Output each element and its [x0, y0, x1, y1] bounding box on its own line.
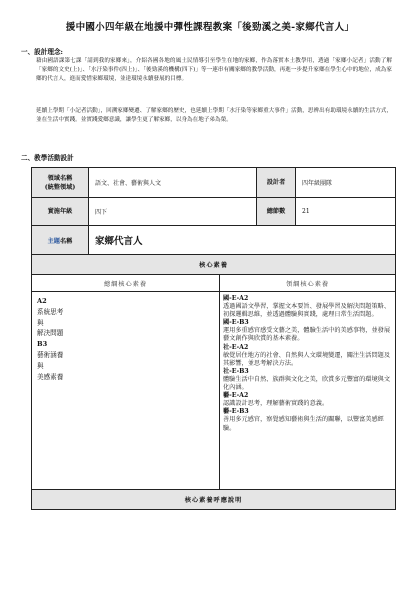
designer-label: 設計者 — [257, 168, 296, 198]
grade-row — [32, 198, 396, 226]
domain-core-item — [223, 368, 391, 392]
domain-core-code: 國-E-B3 — [223, 319, 249, 327]
domain-core-description: 體驗生活中自然、族群與文化之美，欣賞多元豐富的環境與文化內涵。 — [223, 375, 391, 392]
domain-row — [32, 168, 396, 198]
core-heading-row — [32, 255, 396, 275]
theme-label — [32, 226, 89, 255]
general-core-list — [32, 292, 220, 490]
domain-core-item — [223, 392, 391, 408]
domain-core-description: 善用多元感官，察覺感知藝術與生活的關聯，以豐富美感經驗。 — [223, 416, 384, 432]
general-core-line: 與 — [37, 318, 44, 327]
general-core-code: A2 — [37, 297, 47, 305]
domain-core-code: 國-E-A2 — [223, 295, 249, 302]
domain-core-description: 透過國語文學習，掌握文本要旨、發展學習及解決問題策略、初探邏輯思維，並透過體驗與實踐，處理日常生活問題。 — [223, 303, 391, 319]
general-core-code: B3 — [37, 340, 48, 349]
activity-design-heading: 二、教學活動設計 — [21, 154, 74, 162]
grade-value: 四下 — [89, 198, 257, 226]
general-core-line: 藝術涵養 — [37, 350, 64, 359]
domain-value: 語文、社會、藝術與人文 — [89, 168, 257, 198]
domain-core-description: 敏覺居住地方的社會、自然與人文環境變遷，關注生活問題及其影響，並思考解決方法。 — [223, 351, 391, 367]
general-core-line: 美感素養 — [37, 372, 64, 381]
domain-core-description: 運用多重感官感受文藝之美，體驗生活中的美感事物，並發展藝文創作與欣賞的基本素養。 — [223, 327, 391, 343]
domain-core-code: 社-E-A2 — [223, 343, 249, 351]
domain-label-line1: 領域名稱 — [47, 174, 73, 182]
domain-core-item — [223, 344, 391, 368]
periods-value: 21 — [296, 198, 396, 226]
general-core-item — [37, 296, 214, 339]
domain-core-item — [223, 408, 391, 432]
design-concept-paragraph-2: 延續上學期「小記者活動」，回溯家鄉變遷、了解家鄉的歷史，也延續上學期「水汙染等家鄉重大事件」活動，思辨出有助環境永續的生活方式，並在生活中實踐。並實踐愛鄉意識，讓學生更了解家鄉，以身為在地子弟為榮。 — [36, 108, 392, 124]
domain-core-item — [223, 319, 391, 343]
document-title: 援中國小四年級在地援中彈性課程教案「後勁溪之美-家鄉代言人」 — [65, 22, 355, 33]
domain-core-list — [220, 292, 396, 490]
theme-value: 家鄉代言人 — [89, 226, 396, 255]
design-concept-heading: 一、設計理念: — [21, 48, 63, 56]
domain-core-code: 社-E-B3 — [223, 367, 249, 375]
domain-label-line2: (統整領域) — [44, 183, 76, 191]
grade-label: 實施年級 — [32, 198, 89, 226]
domain-core-code: 藝-E-A2 — [223, 392, 249, 400]
domain-core-item — [223, 295, 391, 319]
lesson-plan-table — [31, 167, 396, 510]
periods-label: 總節數 — [257, 198, 296, 226]
domain-core-heading: 領綱核心素養 — [220, 275, 396, 292]
core-literacy-heading: 核心素養 — [32, 255, 396, 275]
designer-value: 四年級團隊 — [296, 168, 396, 198]
core-description-row — [32, 490, 396, 510]
core-columns-row — [32, 275, 396, 292]
general-core-item — [37, 339, 214, 382]
general-core-heading: 總綱核心素養 — [32, 275, 220, 292]
core-description-heading: 核心素養呼應說明 — [32, 490, 396, 510]
general-core-line: 系統思考 — [37, 307, 64, 316]
design-concept-paragraph-1: 藉由國語課第七課「請到我的家鄉來」，介紹各國各地的風土民情導引至學生在地的家鄉，作為落實本土教學用，透過「家鄉小記者」活動了解「家鄉的文史(上)」、「水汙染事件(四上)」、「後勁溪的機構(四下)」等一連串有關家鄉的教學活動，再進一步提升家鄉在學生心中的地位，成為家鄉的代言人，進而愛惜家鄉環境，並達環境永續發展的目標。 — [36, 58, 392, 83]
theme-label-accent: 主題 — [47, 237, 60, 245]
domain-label-cell — [32, 168, 89, 198]
theme-label-rest: 名稱 — [60, 237, 73, 245]
core-content-row — [32, 292, 396, 490]
domain-core-description: 認識設計思考，理解藝術實踐的意義。 — [223, 400, 329, 408]
domain-core-code: 藝-E-B3 — [223, 408, 249, 416]
general-core-line: 與 — [37, 361, 44, 370]
theme-row — [32, 226, 396, 255]
general-core-line: 解決問題 — [37, 329, 64, 338]
